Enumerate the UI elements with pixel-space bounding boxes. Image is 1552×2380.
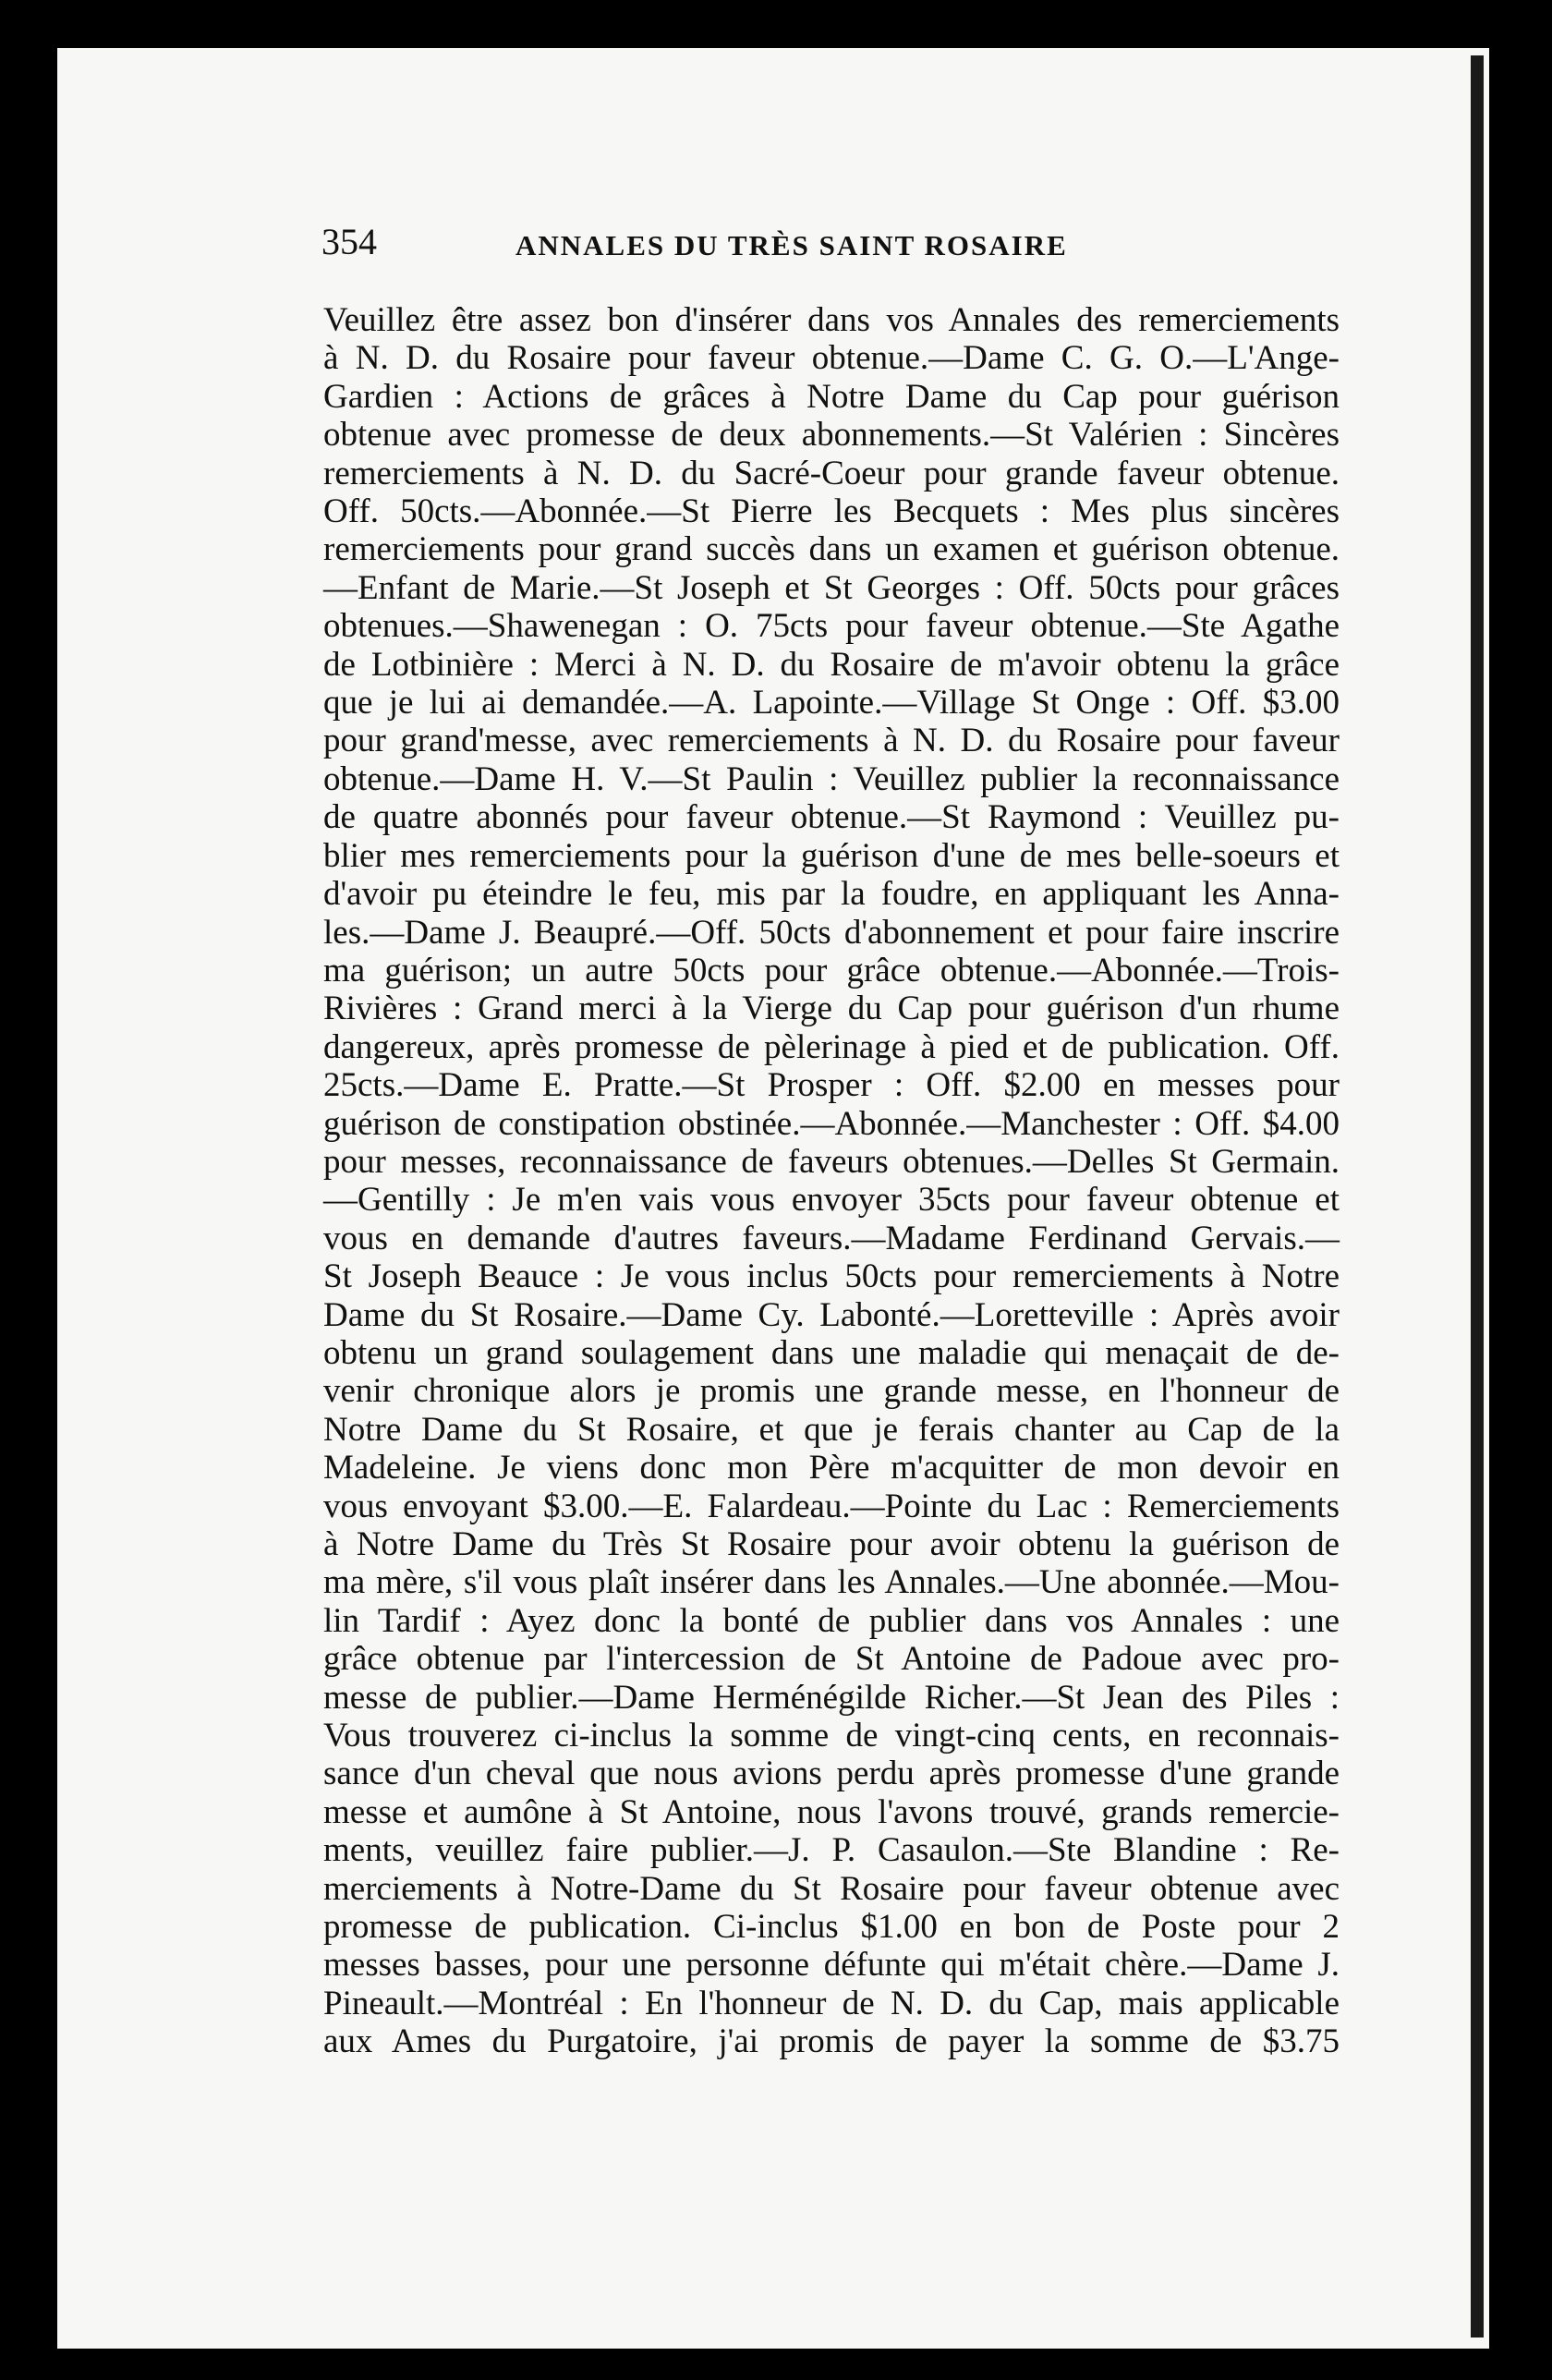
text-line: guérison de constipation obstinée.—Abonnée.—Manchester : Off. $4.00 xyxy=(323,1104,1340,1143)
text-line: Veuillez être assez bon d'insérer dans vos Annales des remerciements xyxy=(323,301,1340,339)
text-line: 25cts.—Dame E. Pratte.—St Prosper : Off. $2.00 en messes pour xyxy=(323,1066,1340,1105)
text-line: Madeleine. Je viens donc mon Père m'acquitter de mon devoir en xyxy=(323,1449,1340,1488)
text-line: aux Ames du Purgatoire, j'ai promis de payer la somme de $3.75 xyxy=(323,2022,1340,2061)
text-line: sance d'un cheval que nous avions perdu après promesse d'une grande xyxy=(323,1755,1340,1793)
text-line: de Lotbinière : Merci à N. D. du Rosaire de m'avoir obtenu la grâce xyxy=(323,645,1340,684)
page-number: 354 xyxy=(321,221,377,262)
text-line: St Joseph Beauce : Je vous inclus 50cts pour remerciements à Notre xyxy=(323,1257,1340,1296)
text-line: obtenu un grand soulagement dans une maladie qui menaçait de de- xyxy=(323,1333,1340,1372)
text-line: Rivières : Grand merci à la Vierge du Cap pour guérison d'un rhume xyxy=(323,990,1340,1028)
body-text xyxy=(323,301,1340,2061)
text-line: pour grand'messe, avec remerciements à N. D. du Rosaire pour faveur xyxy=(323,722,1340,760)
text-line: que je lui ai demandée.—A. Lapointe.—Village St Onge : Off. $3.00 xyxy=(323,684,1340,722)
page-header xyxy=(321,220,1338,275)
text-line: remerciements pour grand succès dans un examen et guérison obtenue. xyxy=(323,530,1340,569)
text-line: blier mes remerciements pour la guérison d'une de mes belle-soeurs et xyxy=(323,836,1340,875)
page-edge-shadow xyxy=(1471,55,1484,2338)
text-line: Dame du St Rosaire.—Dame Cy. Labonté.—Loretteville : Après avoir xyxy=(323,1295,1340,1334)
text-line: promesse de publication. Ci-inclus $1.00 en bon de Poste pour 2 xyxy=(323,1908,1340,1947)
text-line: remerciements à N. D. du Sacré-Coeur pour grande faveur obtenue. xyxy=(323,454,1340,492)
text-line: Vous trouverez ci-inclus la somme de vingt-cinq cents, en reconnais- xyxy=(323,1717,1340,1755)
text-line: Pineault.—Montréal : En l'honneur de N. D. du Cap, mais applicable xyxy=(323,1984,1340,2022)
text-line: messe et aumône à St Antoine, nous l'avons trouvé, grands remercie- xyxy=(323,1792,1340,1831)
text-line: merciements à Notre-Dame du St Rosaire pour faveur obtenue avec xyxy=(323,1869,1340,1908)
text-line: ments, veuillez faire publier.—J. P. Casaulon.—Ste Blandine : Re- xyxy=(323,1831,1340,1870)
text-line: à Notre Dame du Très St Rosaire pour avoir obtenu la guérison de xyxy=(323,1525,1340,1563)
text-line: obtenue.—Dame H. V.—St Paulin : Veuillez publier la reconnaissance xyxy=(323,759,1340,798)
text-line: de quatre abonnés pour faveur obtenue.—St Raymond : Veuillez pu- xyxy=(323,798,1340,837)
text-line: grâce obtenue par l'intercession de St Antoine de Padoue avec pro- xyxy=(323,1640,1340,1679)
text-line: venir chronique alors je promis une grande messe, en l'honneur de xyxy=(323,1372,1340,1411)
text-line: Notre Dame du St Rosaire, et que je ferais chanter au Cap de la xyxy=(323,1410,1340,1449)
text-line: messe de publier.—Dame Herménégilde Richer.—St Jean des Piles : xyxy=(323,1678,1340,1717)
text-line: dangereux, après promesse de pèlerinage à pied et de publication. Off. xyxy=(323,1027,1340,1066)
text-line: ma guérison; un autre 50cts pour grâce obtenue.—Abonnée.—Trois- xyxy=(323,951,1340,990)
text-line: Off. 50cts.—Abonnée.—St Pierre les Becquets : Mes plus sincères xyxy=(323,492,1340,531)
running-title: ANNALES DU TRÈS SAINT ROSAIRE xyxy=(515,229,1068,261)
text-line: obtenues.—Shawenegan : O. 75cts pour faveur obtenue.—Ste Agathe xyxy=(323,607,1340,646)
text-line: vous envoyant $3.00.—E. Falardeau.—Pointe du Lac : Remerciements xyxy=(323,1487,1340,1525)
text-line: Gardien : Actions de grâces à Notre Dame du Cap pour guérison xyxy=(323,377,1340,416)
text-line: les.—Dame J. Beaupré.—Off. 50cts d'abonnement et pour faire inscrire xyxy=(323,913,1340,952)
text-line: obtenue avec promesse de deux abonnements.—St Valérien : Sincères xyxy=(323,416,1340,455)
text-line: vous en demande d'autres faveurs.—Madame Ferdinand Gervais.— xyxy=(323,1219,1340,1257)
text-line: messes basses, pour une personne défunte qui m'était chère.—Dame J. xyxy=(323,1946,1340,1985)
text-line: à N. D. du Rosaire pour faveur obtenue.—Dame C. G. O.—L'Ange- xyxy=(323,339,1340,378)
text-line: pour messes, reconnaissance de faveurs obtenues.—Delles St Germain. xyxy=(323,1142,1340,1181)
text-line: —Enfant de Marie.—St Joseph et St Georges : Off. 50cts pour grâces xyxy=(323,568,1340,607)
text-line: lin Tardif : Ayez donc la bonté de publier dans vos Annales : une xyxy=(323,1601,1340,1640)
text-line: —Gentilly : Je m'en vais vous envoyer 35cts pour faveur obtenue et xyxy=(323,1181,1340,1220)
text-line: ma mère, s'il vous plaît insérer dans les Annales.—Une abonnée.—Mou- xyxy=(323,1563,1340,1602)
text-line: d'avoir pu éteindre le feu, mis par la foudre, en appliquant les Anna- xyxy=(323,875,1340,914)
